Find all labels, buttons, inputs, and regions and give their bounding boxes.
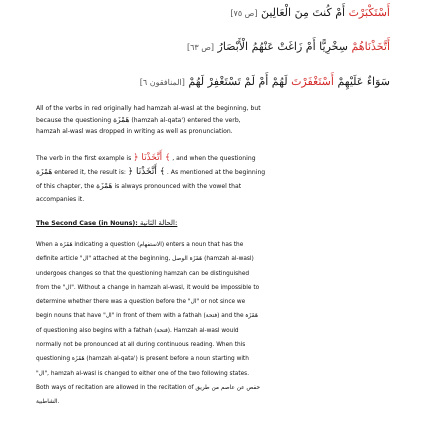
- text-span: of this chapter, the: [36, 183, 95, 190]
- section-heading-arabic: الحالة الثانية:: [140, 219, 178, 227]
- paragraph-2-line: [36, 165, 394, 179]
- paragraph-3-line: begin nouns that have "ال" in front of them with a fathah (فتحة) and the هَمْزَة: [36, 313, 259, 320]
- paragraph-1-line: All of the verbs in red originally had hamzah al-wasl at the beginning, but: [36, 105, 261, 112]
- paragraph-3-line: When a هَمْزَة indicating a question (الاستفهام) enters a noun that has the: [36, 242, 244, 248]
- paragraph-3-line: from the "ال". Without a change in hamzah al-wasl, it would be impossible to: [36, 284, 260, 291]
- paragraph-2-line: [36, 152, 394, 165]
- paragraph-1: [36, 103, 394, 137]
- verse-1-highlight: أَسْتَكْبَرْتَ: [348, 6, 390, 19]
- verse-3-highlight: أَسْتَغْفَرْتَ: [291, 75, 334, 88]
- section-heading: [36, 219, 177, 227]
- text-span: The verb in the first example is: [36, 155, 132, 162]
- arabic-term: هَمْزَة: [96, 181, 113, 190]
- verse-3: [136, 75, 390, 88]
- paragraph-3-line: questioning هَمْزَة (hamzah al-qata') is present before a noun starting with: [36, 356, 249, 363]
- text-span: , and when the questioning: [172, 155, 256, 162]
- verse-2-highlight: أَتَّخَذْنَاهُمْ: [351, 40, 390, 53]
- verse-3-prefix: سَوَاءٌ عَلَيْهِمْ: [337, 75, 390, 88]
- text-span: (hamzah al-qata') entered the verb,: [131, 117, 241, 124]
- paragraph-2-line: [36, 179, 394, 193]
- verse-1-text: أَمْ كُنتَ مِنَ الْعَالِينَ: [260, 6, 346, 19]
- verse-1-reference: [ص ٧٥]: [230, 9, 258, 18]
- paragraph-3-line: "ال", hamzah al-wasl is changed to either one of the two following states.: [36, 370, 250, 377]
- verse-2-reference: [ص ٦٣]: [186, 43, 215, 52]
- paragraph-3-line: definite article "ال" attached at the beginning, هَمْزَة الوصل (hamzah al-wasl): [36, 256, 254, 263]
- paragraph-2-line: accompanies it.: [36, 196, 85, 203]
- text-span: . As mentioned at the beginning: [166, 169, 266, 176]
- arabic-verb: ﴿ أَتَّخَذْنَا ﴾: [127, 167, 165, 177]
- paragraph-1-line: hamzah al-wasl was dropped in writing as well as pronunciation.: [36, 128, 233, 135]
- verse-2-text: سِخْرِيًّا أَمْ زَاغَتْ عَنْهُمُ الْأَبْصَارُ: [217, 40, 348, 53]
- paragraph-3: [36, 238, 394, 410]
- paragraph-3-line: determine whether there was a question before the "ال" or not since we: [36, 299, 246, 306]
- arabic-term: هَمْزَة: [113, 115, 130, 124]
- verse-1: [226, 6, 390, 19]
- arabic-verb: ﴿ أَتَّخَذْنَا ﴾: [133, 153, 171, 163]
- paragraph-3-line: Both ways of recitation are allowed in the recitation of حفص عن عاصم من طريق: [36, 384, 261, 391]
- arabic-term: هَمْزَة: [36, 167, 53, 176]
- paragraph-3-line: undergoes changes so that the questioning hamzah can be distinguished: [36, 270, 250, 277]
- verse-3-reference: [المنافقون ٦]: [139, 78, 185, 87]
- paragraph-2: [36, 152, 394, 206]
- paragraph-3-line: الشاطبية.: [36, 399, 60, 406]
- section-heading-text: The Second Case (in Nouns):: [36, 220, 138, 227]
- verse-2: [183, 40, 390, 53]
- verse-3-text: لَهُمْ أَمْ لَمْ تَسْتَغْفِرْ لَهُمْ: [188, 75, 288, 88]
- text-span: is always pronounced with the vowel that: [114, 183, 242, 190]
- text-span: because the questioning: [36, 117, 112, 124]
- paragraph-3-line: of questioning also begins with a fathah (فتحة). Hamzah al-wasl would: [36, 327, 239, 334]
- text-span: entered it, the result is:: [54, 169, 126, 176]
- paragraph-1-line: [36, 114, 394, 126]
- paragraph-3-line: normally not be pronounced at all during continuous reading. When this: [36, 342, 246, 349]
